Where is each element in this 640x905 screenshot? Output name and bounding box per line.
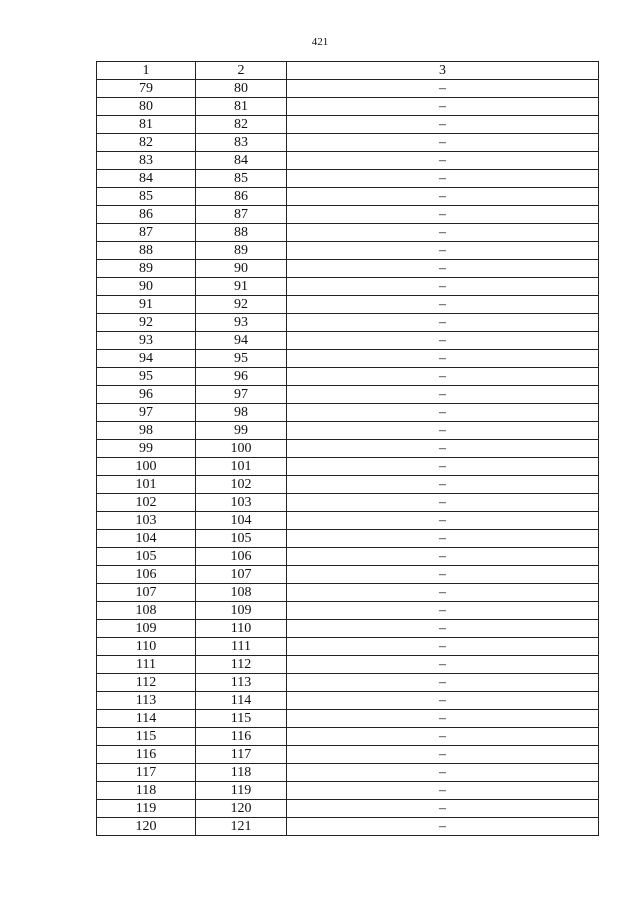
table-header-row: [97, 62, 599, 80]
table-cell-col3: –: [287, 98, 599, 116]
table-cell-col1: 79: [97, 80, 196, 98]
table-cell-col2: 91: [196, 278, 287, 296]
table-cell-col1: 117: [97, 764, 196, 782]
table-row: [97, 710, 599, 728]
table-cell-col3: –: [287, 620, 599, 638]
table-cell-col2: 96: [196, 368, 287, 386]
table-cell-col1: 118: [97, 782, 196, 800]
table-cell-col1: 109: [97, 620, 196, 638]
table-row: [97, 656, 599, 674]
table-cell-col1: 100: [97, 458, 196, 476]
table-row: [97, 476, 599, 494]
table-cell-col2: 111: [196, 638, 287, 656]
table-cell-col2: 120: [196, 800, 287, 818]
table-row: [97, 746, 599, 764]
table-row: [97, 602, 599, 620]
table-cell-col3: –: [287, 152, 599, 170]
column-header-2: 2: [196, 62, 287, 80]
table-cell-col3: –: [287, 782, 599, 800]
table-row: [97, 818, 599, 836]
table-cell-col3: –: [287, 602, 599, 620]
table-cell-col1: 94: [97, 350, 196, 368]
table-cell-col1: 80: [97, 98, 196, 116]
table-cell-col2: 117: [196, 746, 287, 764]
table-cell-col3: –: [287, 728, 599, 746]
table-row: [97, 782, 599, 800]
table-cell-col2: 90: [196, 260, 287, 278]
table-cell-col2: 115: [196, 710, 287, 728]
table-cell-col1: 85: [97, 188, 196, 206]
table-cell-col1: 103: [97, 512, 196, 530]
table-cell-col2: 102: [196, 476, 287, 494]
table-cell-col2: 110: [196, 620, 287, 638]
table-row: [97, 386, 599, 404]
table-row: [97, 188, 599, 206]
table-cell-col1: 106: [97, 566, 196, 584]
table-cell-col3: –: [287, 386, 599, 404]
table-cell-col2: 94: [196, 332, 287, 350]
table-cell-col3: –: [287, 260, 599, 278]
table-cell-col2: 87: [196, 206, 287, 224]
table-cell-col3: –: [287, 764, 599, 782]
table-cell-col1: 111: [97, 656, 196, 674]
table-cell-col3: –: [287, 116, 599, 134]
table-cell-col2: 98: [196, 404, 287, 422]
table-cell-col2: 99: [196, 422, 287, 440]
table-cell-col1: 87: [97, 224, 196, 242]
table-cell-col3: –: [287, 710, 599, 728]
table-cell-col2: 83: [196, 134, 287, 152]
table-cell-col1: 120: [97, 818, 196, 836]
table-row: [97, 674, 599, 692]
table-cell-col3: –: [287, 818, 599, 836]
table-cell-col3: –: [287, 566, 599, 584]
table-row: [97, 548, 599, 566]
table-cell-col3: –: [287, 458, 599, 476]
table-cell-col3: –: [287, 548, 599, 566]
table-cell-col3: –: [287, 350, 599, 368]
column-header-3: 3: [287, 62, 599, 80]
table-row: [97, 638, 599, 656]
table-row: [97, 278, 599, 296]
table-row: [97, 296, 599, 314]
table-cell-col2: 85: [196, 170, 287, 188]
table-row: [97, 242, 599, 260]
table-cell-col3: –: [287, 368, 599, 386]
table-cell-col1: 113: [97, 692, 196, 710]
table-cell-col1: 88: [97, 242, 196, 260]
table-row: [97, 332, 599, 350]
table-cell-col2: 95: [196, 350, 287, 368]
table-row: [97, 116, 599, 134]
table-row: [97, 404, 599, 422]
table-row: [97, 566, 599, 584]
table-row: [97, 98, 599, 116]
table-row: [97, 224, 599, 242]
table-cell-col3: –: [287, 188, 599, 206]
table-cell-col2: 107: [196, 566, 287, 584]
table-row: [97, 440, 599, 458]
table-cell-col1: 110: [97, 638, 196, 656]
table-cell-col1: 99: [97, 440, 196, 458]
table-cell-col3: –: [287, 332, 599, 350]
table-cell-col1: 89: [97, 260, 196, 278]
table-cell-col1: 95: [97, 368, 196, 386]
table-cell-col3: –: [287, 242, 599, 260]
table-row: [97, 764, 599, 782]
table-row: [97, 368, 599, 386]
table-cell-col1: 101: [97, 476, 196, 494]
table-cell-col3: –: [287, 404, 599, 422]
table-row: [97, 494, 599, 512]
table-cell-col1: 102: [97, 494, 196, 512]
table-row: [97, 530, 599, 548]
table-cell-col2: 84: [196, 152, 287, 170]
table-row: [97, 134, 599, 152]
table-row: [97, 206, 599, 224]
table-cell-col1: 104: [97, 530, 196, 548]
table-cell-col1: 108: [97, 602, 196, 620]
table-cell-col2: 100: [196, 440, 287, 458]
table-cell-col3: –: [287, 476, 599, 494]
table-row: [97, 260, 599, 278]
table-cell-col2: 101: [196, 458, 287, 476]
table-cell-col3: –: [287, 512, 599, 530]
table-cell-col3: –: [287, 314, 599, 332]
table-cell-col3: –: [287, 170, 599, 188]
table-cell-col1: 116: [97, 746, 196, 764]
table-cell-col3: –: [287, 206, 599, 224]
table-cell-col2: 108: [196, 584, 287, 602]
data-table: [96, 61, 599, 836]
table-cell-col2: 89: [196, 242, 287, 260]
table-cell-col1: 112: [97, 674, 196, 692]
table-row: [97, 152, 599, 170]
table-cell-col2: 86: [196, 188, 287, 206]
table-cell-col2: 82: [196, 116, 287, 134]
table-cell-col2: 80: [196, 80, 287, 98]
table-cell-col3: –: [287, 224, 599, 242]
table-cell-col3: –: [287, 656, 599, 674]
table-cell-col2: 88: [196, 224, 287, 242]
table-row: [97, 458, 599, 476]
table-cell-col1: 81: [97, 116, 196, 134]
table-cell-col3: –: [287, 494, 599, 512]
table-row: [97, 350, 599, 368]
table-cell-col3: –: [287, 278, 599, 296]
table-cell-col1: 97: [97, 404, 196, 422]
table-row: [97, 692, 599, 710]
table-cell-col1: 86: [97, 206, 196, 224]
table-cell-col1: 91: [97, 296, 196, 314]
table-cell-col3: –: [287, 638, 599, 656]
table-cell-col1: 84: [97, 170, 196, 188]
table-cell-col2: 105: [196, 530, 287, 548]
table-row: [97, 422, 599, 440]
table-cell-col2: 103: [196, 494, 287, 512]
table-row: [97, 584, 599, 602]
column-header-1: 1: [97, 62, 196, 80]
table-row: [97, 80, 599, 98]
table-cell-col3: –: [287, 134, 599, 152]
table-body: [97, 80, 599, 836]
table-cell-col2: 92: [196, 296, 287, 314]
table-cell-col2: 106: [196, 548, 287, 566]
table-cell-col3: –: [287, 440, 599, 458]
table-cell-col2: 81: [196, 98, 287, 116]
table-cell-col3: –: [287, 422, 599, 440]
table-cell-col2: 121: [196, 818, 287, 836]
table-cell-col1: 82: [97, 134, 196, 152]
table-cell-col2: 93: [196, 314, 287, 332]
table-cell-col3: –: [287, 746, 599, 764]
table-cell-col3: –: [287, 80, 599, 98]
table-cell-col2: 104: [196, 512, 287, 530]
table-cell-col2: 109: [196, 602, 287, 620]
table-row: [97, 800, 599, 818]
table-cell-col1: 90: [97, 278, 196, 296]
table-cell-col3: –: [287, 296, 599, 314]
table-cell-col1: 107: [97, 584, 196, 602]
table-cell-col2: 112: [196, 656, 287, 674]
table-cell-col2: 97: [196, 386, 287, 404]
table-row: [97, 728, 599, 746]
table-cell-col2: 113: [196, 674, 287, 692]
table-cell-col2: 116: [196, 728, 287, 746]
table-cell-col3: –: [287, 584, 599, 602]
table-row: [97, 512, 599, 530]
table-cell-col1: 83: [97, 152, 196, 170]
table-cell-col1: 115: [97, 728, 196, 746]
table-cell-col1: 92: [97, 314, 196, 332]
page-number: 421: [311, 36, 329, 48]
table-row: [97, 314, 599, 332]
table-cell-col3: –: [287, 800, 599, 818]
table-cell-col1: 93: [97, 332, 196, 350]
table-cell-col2: 118: [196, 764, 287, 782]
table-row: [97, 620, 599, 638]
table-cell-col1: 114: [97, 710, 196, 728]
table-cell-col1: 98: [97, 422, 196, 440]
table-row: [97, 170, 599, 188]
table-cell-col3: –: [287, 530, 599, 548]
table-cell-col3: –: [287, 692, 599, 710]
table-cell-col2: 114: [196, 692, 287, 710]
table-cell-col1: 119: [97, 800, 196, 818]
table-cell-col1: 96: [97, 386, 196, 404]
table-cell-col2: 119: [196, 782, 287, 800]
table-cell-col3: –: [287, 674, 599, 692]
table-cell-col1: 105: [97, 548, 196, 566]
